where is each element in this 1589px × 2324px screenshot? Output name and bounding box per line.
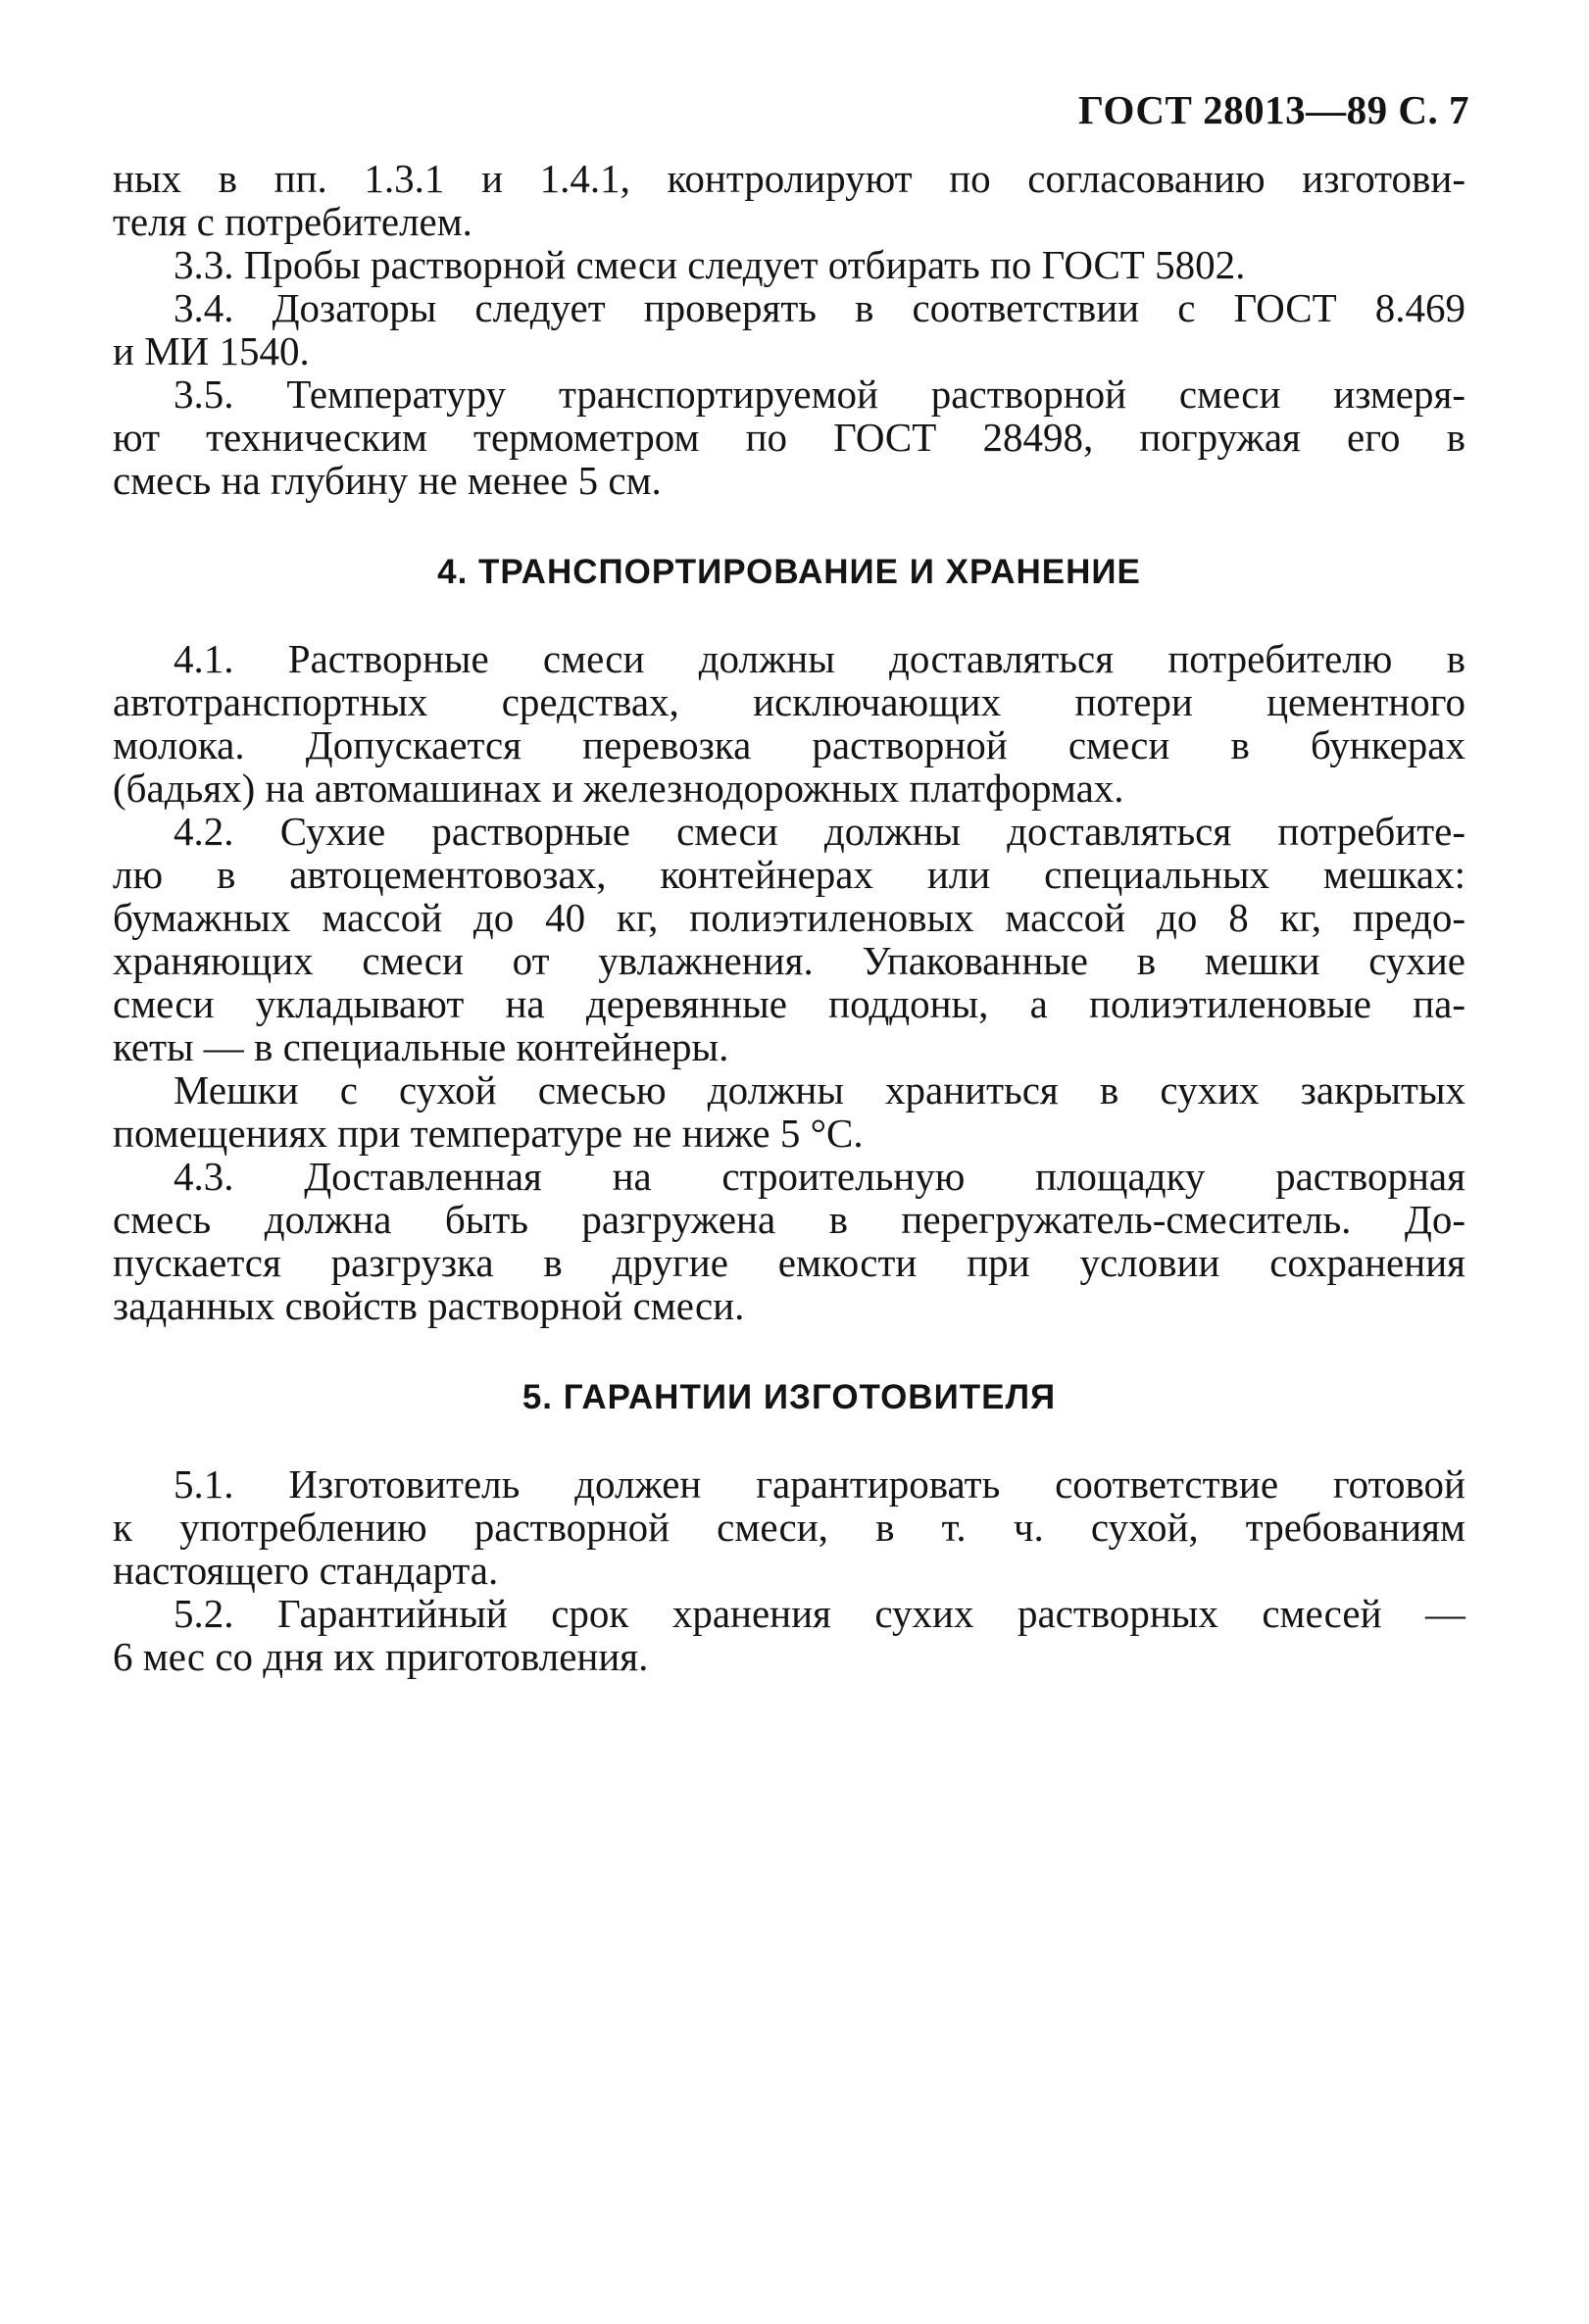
paragraph bbox=[113, 286, 1465, 372]
text-line: лю в автоцементовозах, контейнерах или специальных мешках: bbox=[113, 852, 1465, 897]
text-line: 4.2. Сухие растворные смеси должны доставляться потребите- bbox=[174, 809, 1465, 854]
text-line: 3.5. Температуру транспортируемой растворной смеси измеря- bbox=[174, 371, 1465, 417]
text-line: к употреблению растворной смеси, в т. ч. сухой, требованиям bbox=[113, 1505, 1465, 1550]
paragraph bbox=[113, 372, 1465, 502]
text-line: (бадьях) на автомашинах и железнодорожных платформах. bbox=[113, 766, 1124, 811]
text-line: 3.4. Дозаторы следует проверять в соответствии с ГОСТ 8.469 bbox=[174, 285, 1465, 330]
paragraph bbox=[113, 1592, 1465, 1678]
text-line: смесь на глубину не менее 5 см. bbox=[113, 458, 662, 503]
paragraph bbox=[113, 1462, 1465, 1592]
text-line: 4.1. Растворные смеси должны доставляться потребителю в bbox=[174, 636, 1465, 681]
running-header: ГОСТ 28013—89 С. 7 bbox=[1077, 87, 1469, 132]
text-line: ют техническим термометром по ГОСТ 28498, погружая его в bbox=[113, 415, 1465, 460]
paragraph bbox=[113, 157, 1465, 243]
text-line: Мешки с сухой смесью должны храниться в сухих закрытых bbox=[174, 1067, 1465, 1113]
text-line: ных в пп. 1.3.1 и 1.4.1, контролируют по согласованию изготови- bbox=[113, 156, 1465, 201]
text-line: помещениях при температуре не ниже 5 °С. bbox=[113, 1111, 864, 1156]
paragraph bbox=[113, 1155, 1465, 1327]
text-line: настоящего стандарта. bbox=[113, 1548, 499, 1593]
text-line: автотранспортных средствах, исключающих потери цементного bbox=[113, 679, 1465, 724]
text-line: 5.1. Изготовитель должен гарантировать соответствие готовой bbox=[174, 1461, 1465, 1507]
text-line: 4.3. Доставленная на строительную площадку растворная bbox=[174, 1154, 1465, 1199]
document-body bbox=[113, 157, 1465, 1678]
paragraph bbox=[113, 1068, 1465, 1155]
text-line: заданных свойств растворной смеси. bbox=[113, 1283, 745, 1328]
text-line: 5.2. Гарантийный срок хранения сухих растворных смесей — bbox=[174, 1591, 1465, 1636]
paragraph bbox=[113, 810, 1465, 1068]
text-line: молока. Допускается перевозка растворной смеси в бункерах bbox=[113, 722, 1465, 767]
text-line: кеты — в специальные контейнеры. bbox=[113, 1024, 729, 1069]
text-line: теля с потребителем. bbox=[113, 199, 472, 244]
section-heading-section-5: 5. ГАРАНТИИ ИЗГОТОВИТЕЛЯ bbox=[521, 1378, 1057, 1416]
paragraph bbox=[113, 243, 1465, 286]
paragraph bbox=[113, 637, 1465, 810]
text-line: 6 мес со дня их приготовления. bbox=[113, 1634, 649, 1679]
text-line: 3.3. Пробы растворной смеси следует отбирать по ГОСТ 5802. bbox=[174, 242, 1246, 287]
text-line: смеси укладывают на деревянные поддоны, а полиэтиленовые па- bbox=[113, 981, 1465, 1026]
section-heading-section-4: 4. ТРАНСПОРТИРОВАНИЕ И ХРАНЕНИЕ bbox=[437, 553, 1141, 591]
text-line: храняющих смеси от увлажнения. Упакованные в мешки сухие bbox=[113, 938, 1465, 983]
text-line: бумажных массой до 40 кг, полиэтиленовых массой до 8 кг, предо- bbox=[113, 895, 1465, 940]
text-line: смесь должна быть разгружена в перегружатель-смеситель. До- bbox=[113, 1197, 1465, 1242]
text-line: пускается разгрузка в другие емкости при условии сохранения bbox=[113, 1240, 1465, 1285]
text-line: и МИ 1540. bbox=[113, 328, 310, 373]
